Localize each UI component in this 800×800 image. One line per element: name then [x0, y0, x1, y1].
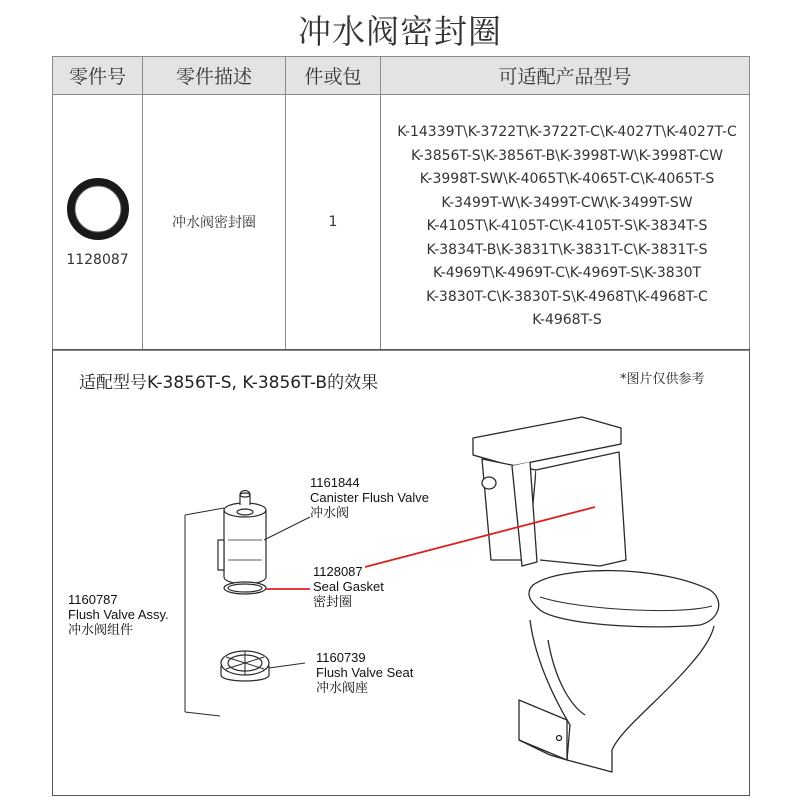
- flush-valve-assembly-illustration: [185, 491, 269, 717]
- seat-part-number: 1160739: [316, 650, 366, 665]
- page-title: 冲水阀密封圈: [298, 12, 502, 51]
- flush-valve-assembly-label: [68, 592, 169, 637]
- assy-part-number: 1160787: [68, 592, 118, 607]
- canister-name-zh: 冲水阀: [310, 505, 350, 520]
- seat-name-en: Flush Valve Seat: [316, 665, 414, 680]
- model-line: K-3830T-C\K-3830T-S\K-4968T\K-4968T-C: [426, 288, 708, 305]
- part-number: 1128087: [66, 252, 129, 269]
- canister-flush-valve-label: [310, 475, 429, 520]
- header-part-number: 零件号: [53, 57, 143, 95]
- toilet-illustration: [473, 417, 719, 772]
- model-line: K-4968T-S: [532, 312, 602, 328]
- model-line: K-14339T\K-3722T\K-3722T-C\K-4027T\K-4027T-C: [397, 124, 737, 140]
- model-line: K-4105T\K-4105T-C\K-4105T-S\K-3834T-S: [426, 218, 708, 234]
- flush-valve-seat-label: [316, 650, 413, 695]
- diagram-title: 适配型号K-3856T-S, K-3856T-B的效果: [79, 373, 379, 393]
- header-description: 零件描述: [143, 57, 286, 95]
- assy-name-zh: 冲水阀组件: [68, 622, 134, 637]
- header-quantity: 件或包: [286, 57, 381, 95]
- canister-name-en: Canister Flush Valve: [310, 490, 429, 505]
- model-line: K-3499T-W\K-3499T-CW\K-3499T-SW: [441, 194, 693, 211]
- gasket-name-en: Seal Gasket: [313, 579, 384, 594]
- model-line: K-3998T-SW\K-4065T\K-4065T-C\K-4065T-S: [419, 171, 715, 187]
- gasket-name-zh: 密封圈: [313, 594, 353, 609]
- canister-part-number: 1161844: [310, 475, 360, 490]
- model-line: K-4969T\K-4969T-C\K-4969T-S\K-3830T: [432, 265, 702, 281]
- header-compatible-models: 可适配产品型号: [381, 57, 750, 95]
- gasket-part-number: 1128087: [313, 564, 363, 579]
- model-line: K-3834T-B\K-3831T\K-3831T-C\K-3831T-S: [426, 241, 708, 258]
- seat-name-zh: 冲水阀座: [316, 680, 369, 695]
- reference-note: *图片仅供参考: [620, 372, 705, 387]
- part-description: 冲水阀密封圈: [143, 95, 286, 351]
- assy-name-en: Flush Valve Assy.: [68, 607, 169, 622]
- seal-gasket-label: [313, 564, 384, 609]
- model-line: K-3856T-S\K-3856T-B\K-3998T-W\K-3998T-CW: [411, 147, 723, 164]
- part-quantity: 1: [286, 95, 381, 351]
